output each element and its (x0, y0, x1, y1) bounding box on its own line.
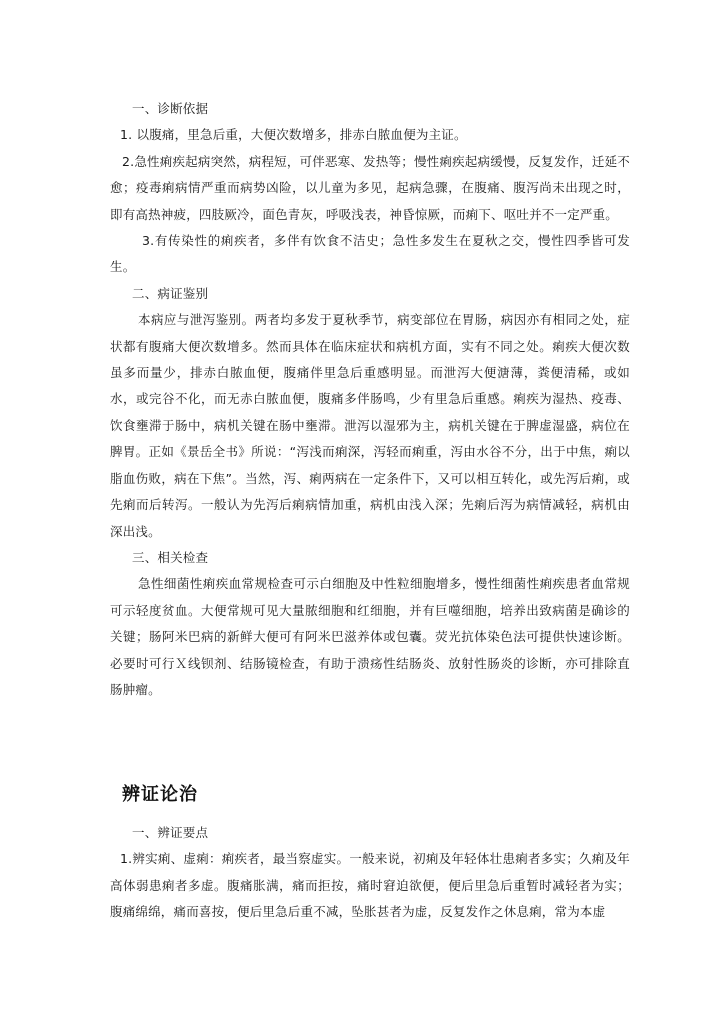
section-title-key-points: 一、辨证要点 (132, 825, 209, 840)
differential-paragraph: 本病应与泄泻鉴别。两者均多发于夏秋季节，病变部位在胃肠，病因亦有相同之处，症状都有腹痛大便次数增多。然而具体在临床症状和病机方面，实有不同之处。痢疾大便次数虽多而量少，排赤白脓血便，腹痛伴里急后重感明显。而泄泻大便溏薄，粪便清稀，或如水，或完谷不化，而无赤白脓血便，腹痛多伴肠鸣，少有里急后重感。痢疾为湿热、疫毒、饮食壅滞于肠中，病机关键在肠中壅滞。泄泻以湿邪为主，病机关键在于脾虚湿盛，病位在脾胃。正如《景岳全书》所说：“泻浅而痢深，泻轻而痢重，泻由水谷不分，出于中焦，痢以脂血伤败，病在下焦”。当然，泻、痢两病在一定条件下，又可以相互转化，或先泻后痢，或先痢而后转泻。一般认为先泻后痢病情加重，病机由浅入深；先痢后泻为病情减轻，病机由深出浅。 (110, 312, 630, 539)
document-body-2 (110, 820, 630, 926)
diagnosis-item-1: 1. 以腹痛，里急后重，大便次数增多，排赤白脓血便为主证。 (120, 127, 467, 143)
document-body (110, 96, 630, 703)
examinations-paragraph: 急性细菌性痢疾血常规检查可示白细胞及中性粒细胞增多，慢性细菌性痢疾患者血常规可示轻度贫血。大便常规可见大量脓细胞和红细胞，并有巨噬细胞，培养出致病菌是确诊的关键；肠阿米巴病的新鲜大便可有阿米巴滋养体或包囊。荧光抗体染色法可提供快速诊断。必要时可行Ｘ线钡剂、结肠镜检查，有助于溃疡性结肠炎、放射性肠炎的诊断，亦可排除直肠肿瘤。 (110, 576, 630, 697)
section-title-examinations: 三、相关检查 (132, 549, 209, 565)
section-title-diagnosis: 一、诊断依据 (132, 101, 209, 116)
key-points-item-1: 1.辨实痢、虚痢：痢疾者，最当察虚实。一般来说，初痢及年轻体壮患痢者多实；久痢及年高体弱患痢者多虚。腹痛胀满，痛而拒按，痛时窘迫欲便，便后里急后重暂时减轻者为实；腹痛绵绵，痛而喜按，便后里急后重不减，坠胀甚者为虚，反复发作之休息痢，常为本虚 (110, 851, 630, 920)
diagnosis-item-2: 2.急性痢疾起病突然，病程短，可伴恶寒、发热等；慢性痢疾起病缓慢，反复发作，迁延不愈；疫毒痢病情严重而病势凶险，以儿童为多见，起病急骤，在腹痛、腹泻尚未出现之时，即有高热神疲，四肢厥冷，面色青灰，呼吸浅表，神昏惊厥，而痢下、呕吐并不一定严重。 (110, 153, 630, 222)
chapter-heading: 辨证论治 (122, 784, 198, 805)
diagnosis-item-3: 3.有传染性的痢疾者，多伴有饮食不洁史；急性多发生在夏秋之交，慢性四季皆可发生。 (110, 233, 630, 275)
section-title-differential: 二、病证鉴别 (132, 285, 209, 301)
